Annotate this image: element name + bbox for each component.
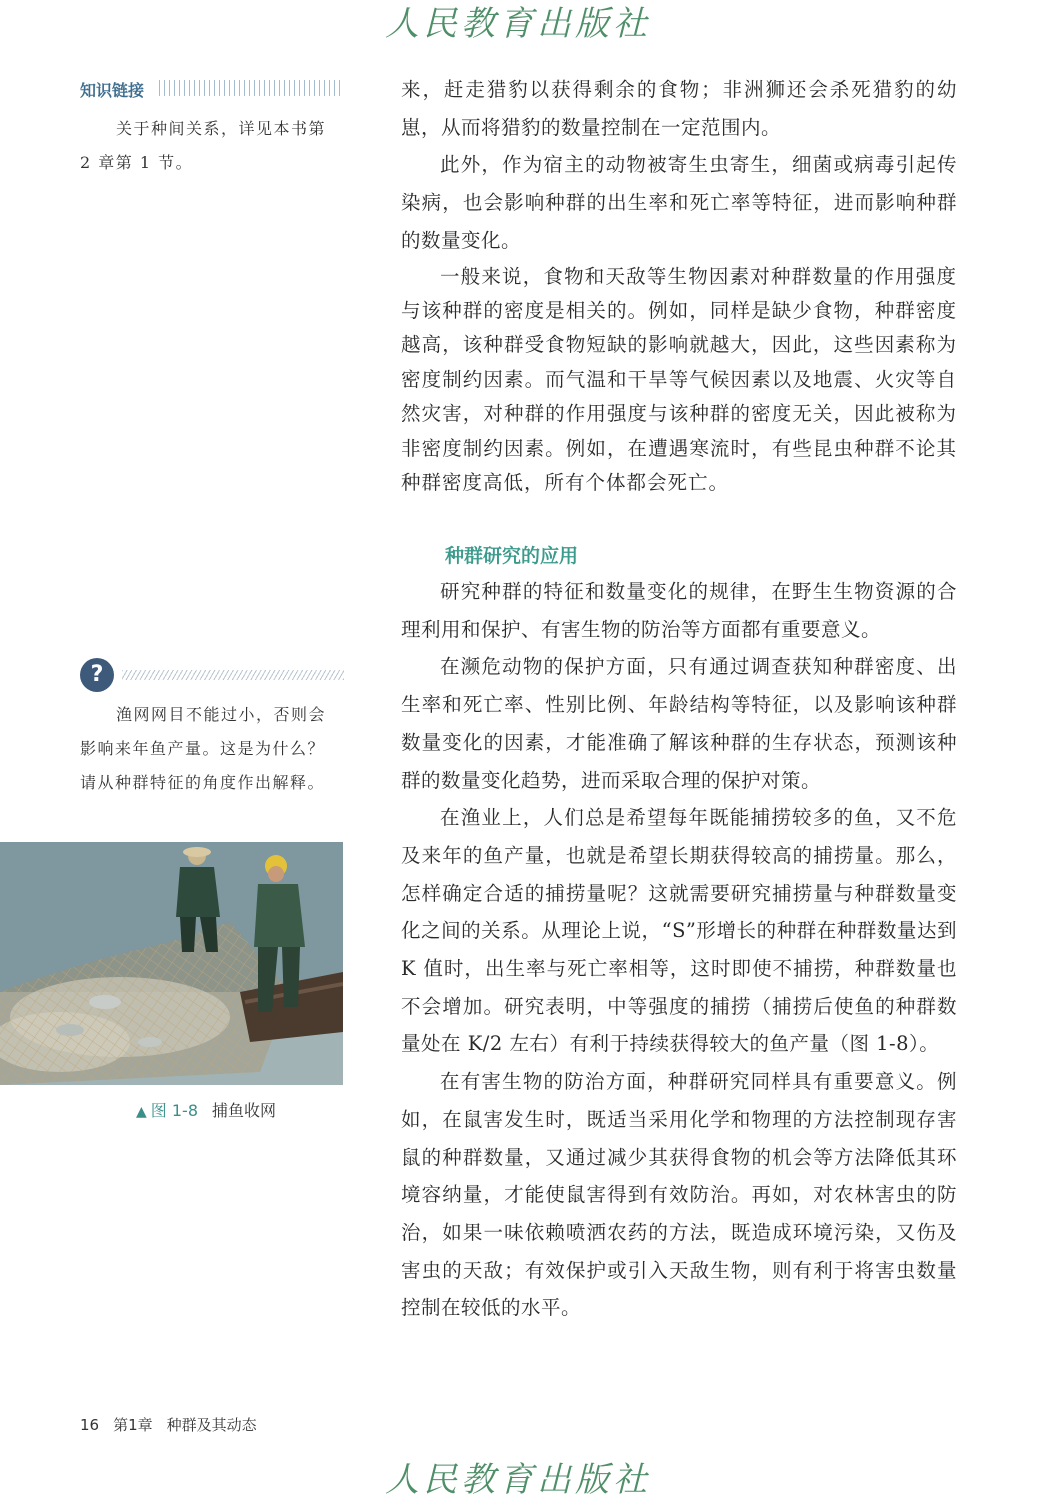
knowledge-link-line1: 关于种间关系，详见本书第 <box>116 119 327 138</box>
fishing-net-illustration <box>0 842 343 1085</box>
knowledge-link-line2: 2 章第 1 节。 <box>80 153 194 172</box>
paragraph-5: 在濒危动物的保护方面，只有通过调查获知种群密度、出生率和死亡率、性别比例、年龄结构等特征，以及影响该种群数量变化的因素，才能准确了解该种群的生存状态，预测该种群的数量变化趋势，进而采取合理的保护对策。 <box>401 655 957 792</box>
question-line2: 影响来年鱼产量。这是为什么？ <box>80 739 326 758</box>
paragraph-3: 一般来说，食物和天敌等生物因素对种群数量的作用强度与该种群的密度是相关的。例如，同样是缺少食物，种群密度越高，该种群受食物短缺的影响就越大，因此，这些因素称为密度制约因素。而气温和干旱等气候因素以及地震、火灾等自然灾害，对种群的作用强度与该种群的密度无关，因此被称为非密度制约因素。例如，在遭遇寒流时，有些昆虫种群不论其种群密度高低，所有个体都会死亡。 <box>401 264 957 494</box>
triangle-icon: ▲ <box>136 1104 147 1120</box>
main-text-upper <box>401 71 957 500</box>
fishing-net-photo <box>0 842 343 1085</box>
chapter-title: 种群及其动态 <box>166 1416 257 1434</box>
knowledge-link-label: 知识链接 <box>80 81 145 100</box>
publisher-watermark-bottom <box>385 1456 685 1504</box>
figure-caption <box>136 1098 276 1122</box>
question-icon: ? <box>80 658 114 692</box>
watermark-text-bottom: 人民教育出版社 <box>385 1460 651 1500</box>
page-footer <box>80 1414 271 1438</box>
chapter-label: 第1章 <box>113 1416 153 1434</box>
paragraph-7: 在有害生物的防治方面，种群研究同样具有重要意义。例如，在鼠害发生时，既适当采用化学和物理的方法控制现存害鼠的种群数量，又通过减少其获得食物的机会等方法降低其环境容纳量，才能使鼠害得到有效防治。再如，对农林害虫的防治，如果一味依赖喷洒农药的方法，既造成环境污染，又伤及害虫的天敌；有效保护或引入天敌生物，则有利于将害虫数量控制在较低的水平。 <box>401 1070 957 1320</box>
question-line1: 渔网网目不能过小，否则会 <box>116 705 327 724</box>
hatch-divider <box>122 670 344 680</box>
chevron-decoration <box>157 80 343 96</box>
publisher-watermark-top <box>385 0 685 48</box>
main-text-lower <box>401 573 957 1327</box>
page-number: 16 <box>80 1416 100 1434</box>
paragraph-6: 在渔业上，人们总是希望每年既能捕捞较多的鱼，又不危及来年的鱼产量，也就是希望长期获得较高的捕捞量。那么，怎样确定合适的捕捞量呢？这就需要研究捕捞量与种群数量变化之间的关系。从理论上说，“S”形增长的种群在种群数量达到 K 值时，出生率与死亡率相等，这时即使不捕捞，种群数量也不会增加。研究表明，中等强度的捕捞（捕捞后使鱼的种群数量处在 K/2 左右）有利于持续获得较大的鱼产量（图 1-8）。 <box>401 806 957 1056</box>
question-text <box>80 698 346 800</box>
question-line3: 请从种群特征的角度作出解释。 <box>80 773 326 792</box>
knowledge-link-text <box>80 112 346 180</box>
figure-number: 图 1-8 <box>150 1101 199 1120</box>
paragraph-2: 此外，作为宿主的动物被寄生虫寄生，细菌或病毒引起传染病，也会影响种群的出生率和死亡率等特征，进而影响种群的数量变化。 <box>401 153 957 252</box>
figure-caption-text: 捕鱼收网 <box>212 1101 277 1120</box>
paragraph-1: 来，赶走猎豹以获得剩余的食物；非洲狮还会杀死猎豹的幼崽，从而将猎豹的数量控制在一定范围内。 <box>401 78 957 139</box>
watermark-text: 人民教育出版社 <box>385 4 651 44</box>
section-heading: 种群研究的应用 <box>445 545 579 567</box>
paragraph-4: 研究种群的特征和数量变化的规律，在野生生物资源的合理利用和保护、有害生物的防治等方面都有重要意义。 <box>401 580 957 641</box>
